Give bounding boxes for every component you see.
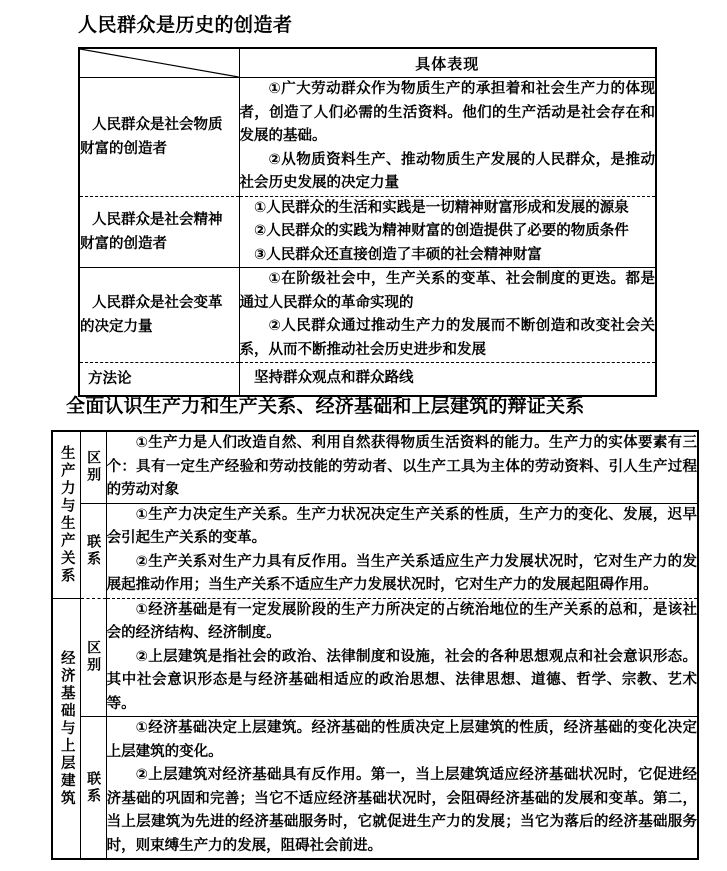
row-label-line-1: 人民群众是社会变革 [92, 295, 223, 311]
aspect-label-text: 联系 [85, 533, 102, 568]
list-item: 坚持群众观点和群众路线 [254, 370, 414, 387]
table-row [52, 717, 698, 860]
row-label-line-1: 人民群众是社会精神 [92, 211, 223, 228]
table-header-row [79, 48, 656, 78]
diagonal-divider-icon [80, 49, 239, 77]
row-label-material-wealth [79, 78, 239, 197]
table-row [52, 598, 698, 717]
aspect-label-difference [80, 598, 106, 717]
aspect-label-connection [80, 717, 106, 860]
aspect-label-text: 区别 [85, 640, 102, 675]
section-1-title: 人民群众是历史的创造者 [78, 14, 293, 36]
table-row [79, 363, 656, 397]
list-item: ①人民群众的生活和实践是一切精神财富形成和发展的源泉 [254, 199, 629, 216]
list-item: ①生产力决定生产关系。生产力状况决定生产关系的性质，生产力的变化、发展，迟早会引起生产关系的变革。 [106, 506, 697, 546]
aspect-label-text: 区别 [85, 450, 102, 485]
content-economic-base-difference [106, 598, 698, 717]
table-corner-cell [79, 48, 239, 78]
list-item: ②从物质资料生产、推动物质生产发展的人民群众，是推动社会历史发展的决定力量 [239, 151, 655, 191]
row-content-material-wealth [239, 78, 656, 197]
list-item: ①经济基础决定上层建筑。经济基础的性质决定上层建筑的性质，经济基础的变化决定上层建筑的变化。 [106, 720, 697, 760]
list-item: ①生产力是人们改造自然、利用自然获得物质生活资料的能力。生产力的实体要素有三个：具有一定生产经验和劳动技能的劳动者、以生产工具为主体的劳动资料、引人生产过程的劳动对象 [106, 435, 697, 498]
list-item: ②生产关系对生产力具有反作用。当生产关系适应生产力发展状况时，它对生产力的发展起推动作用；当生产关系不适应生产力发展状况时，它对生产力的发展起阻碍作用。 [106, 553, 697, 593]
table-row [79, 196, 656, 268]
row-content-methodology [239, 363, 656, 397]
content-productive-forces-connection [106, 503, 698, 598]
section-2-title: 全面认识生产力和生产关系、经济基础和上层建筑的辩证关系 [66, 395, 585, 417]
list-item: ②人民群众的实践为精神财富的创造提供了必要的物质条件 [254, 223, 629, 239]
group-label-text: 经济基础与上层建筑 [58, 649, 75, 807]
list-item: ③人民群众还直接创造了丰硕的社会精神财富 [254, 246, 542, 263]
row-label-line-1: 人民群众是社会物质 [92, 116, 223, 133]
row-label-line-2: 财富的创造者 [80, 235, 167, 252]
people-create-history-table [78, 47, 657, 397]
table-row [52, 503, 698, 598]
row-content-spiritual-wealth [239, 196, 656, 268]
table-row [79, 78, 656, 197]
row-label-line-2: 财富的创造者 [80, 140, 167, 157]
row-label-line-1: 方法论 [88, 371, 132, 387]
row-label-social-change [79, 268, 239, 363]
list-item: ①经济基础是有一定发展阶段的生产力所决定的占统治地位的生产关系的总和，是该社会的经济结构、经济制度。 [106, 601, 697, 641]
table-header-specific-manifestation: 具体表现 [239, 48, 656, 78]
list-item: ①广大劳动群众作为物质生产的承担着和社会生产力的体现者，创造了人们必需的生活资料。他们的生产活动是社会存在和发展的基础。 [239, 81, 655, 144]
group-label-productive-forces [52, 431, 80, 598]
table-row [79, 268, 656, 363]
group-label-text: 生产力与生产关系 [58, 444, 75, 585]
row-label-methodology [79, 363, 239, 397]
row-content-social-change [239, 268, 656, 363]
row-label-spiritual-wealth [79, 196, 239, 268]
aspect-label-difference [80, 431, 106, 503]
list-item: ①在阶级社会中，生产关系的变革、社会制度的更迭。都是通过人民群众的革命实现的 [239, 271, 655, 311]
row-label-line-2: 的决定力量 [80, 319, 153, 335]
group-label-economic-base [52, 598, 80, 859]
dialectical-relations-table [51, 430, 699, 860]
list-item: ②人民群众通过推动生产力的发展而不断创造和改变社会关系，从而不断推动社会历史进步和发展 [239, 318, 655, 358]
content-productive-forces-difference [106, 431, 698, 503]
list-item: ②上层建筑是指社会的政治、法律制度和设施，社会的各种思想观点和社会意识形态。其中社会意识形态是与经济基础相适应的政治思想、法律思想、道德、哲学、宗教、艺术等。 [106, 648, 697, 712]
table-row [52, 431, 698, 503]
content-economic-base-connection [106, 717, 698, 860]
list-item: ②上层建筑对经济基础具有反作用。第一，当上层建筑适应经济基础状况时，它促进经济基础的巩固和完善；当它不适应经济基础状况时，会阻碍经济基础的发展和变革。第二，当上层建筑为先进的经济基础服务时，它就促进生产力的发展；当它为落后的经济基础服务时，则束缚生产力的发展，阻碍社会前进。 [106, 767, 697, 854]
aspect-label-text: 联系 [85, 770, 102, 805]
aspect-label-connection [80, 503, 106, 598]
